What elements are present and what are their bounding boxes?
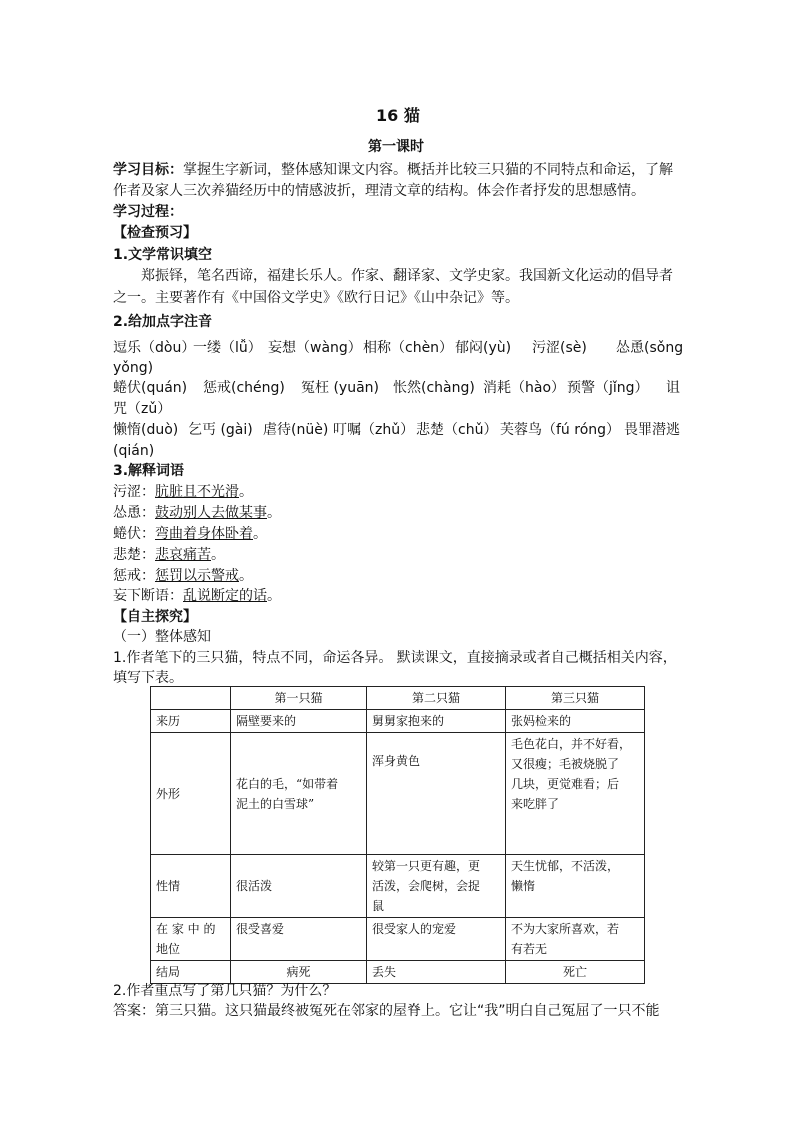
learning-goals-line1: 学习目标：掌握生字新词，整体感知课文内容。概括并比较三只猫的不同特点和命运，了解 — [113, 162, 673, 178]
table-cell: 舅舅家抱来的 — [367, 710, 506, 733]
task1-line1: 1.作者笔下的三只猫，特点不同，命运各异。 默读课文，直接摘录或者自己概括相关内容， — [113, 650, 677, 666]
table-row — [151, 710, 645, 733]
q1-text-line1: 郑振铎，笔名西谛，福建长乐人。作家、翻译家、文学史家。我国新文化运动的倡导者 — [141, 268, 673, 284]
pinyin-item: 郁闷(yù) — [455, 340, 512, 356]
definition-item: 蜷伏：弯曲着身体卧着。 — [113, 526, 267, 542]
pinyin-item: 诅 — [666, 380, 680, 396]
task2-question: 2.作者重点写了第几只猫？为什么？ — [113, 983, 337, 999]
pinyin-item: 懒惰(duò) — [113, 422, 179, 438]
learning-goals-label: 学习目标： — [113, 162, 183, 178]
pinyin-item: 冤枉 (yuān) — [301, 380, 379, 396]
table-header-cell: 第一只猫 — [231, 687, 367, 710]
pinyin-item: 虐待(nüè) — [263, 422, 329, 438]
pinyin-item: 一缕（lǚ） — [193, 340, 262, 356]
pinyin-continuation: (qián) — [113, 443, 155, 459]
pinyin-item: 污涩(sè) — [532, 340, 587, 356]
table-cell: 死亡 — [506, 961, 645, 984]
pinyin-item: 悲楚（chǔ） — [416, 422, 498, 438]
lesson-subtitle: 第一课时 — [368, 139, 424, 155]
table-cell: 丢失 — [367, 961, 506, 984]
pinyin-item: 蜷伏(quán) — [113, 380, 188, 396]
row-label: 来历 — [151, 710, 231, 733]
pinyin-item: 预警（jǐng） — [567, 380, 649, 396]
row-label: 外形 — [151, 733, 231, 855]
section-check-preview: 【检查预习】 — [113, 225, 197, 241]
pinyin-item: 怅然(chàng) — [393, 380, 475, 396]
table-cell: 浑身黄色 — [367, 733, 506, 855]
table-cell: 很活泼 — [231, 855, 367, 918]
definition-item: 惩戒：惩罚以示警戒。 — [113, 568, 253, 584]
table-cell: 张妈检来的 — [506, 710, 645, 733]
table-cell: 花白的毛，“如带着 泥土的白雪球” — [231, 733, 367, 855]
row-label: 结局 — [151, 961, 231, 984]
row-label: 在 家 中 的 地位 — [151, 918, 231, 961]
section-self-explore: 【自主探究】 — [113, 609, 197, 625]
table-cell: 隔壁要来的 — [231, 710, 367, 733]
table-header-cell: 第二只猫 — [367, 687, 506, 710]
learning-goals-line2: 作者及家人三次养猫经历中的情感波折，理清文章的结构。体会作者抒发的思想感情。 — [113, 183, 645, 199]
pinyin-continuation: 咒（zǔ） — [113, 401, 172, 417]
q3-heading: 3.解释词语 — [113, 463, 185, 479]
table-cell: 不为大家所喜欢，若 有若无 — [506, 918, 645, 961]
pinyin-item: 芙蓉鸟（fú róng） — [500, 422, 621, 438]
row-label: 性情 — [151, 855, 231, 918]
pinyin-item: 相称（chèn） — [363, 340, 454, 356]
pinyin-item: 消耗（hào） — [483, 380, 566, 396]
table-cell: 很受喜爱 — [231, 918, 367, 961]
task2-answer: 答案：第三只猫。这只猫最终被冤死在邻家的屋脊上。它让“我”明白自己冤屈了一只不能 — [113, 1003, 660, 1019]
table-cell: 毛色花白，并不好看， 又很瘦；毛被烧脱了 几块，更觉难看；后 来吃胖了 — [506, 733, 645, 855]
q1-text-line2: 之一。主要著作有《中国俗文学史》《欧行日记》《山中杂记》等。 — [113, 290, 519, 306]
table-cell: 较第一只更有趣，更 活泼，会爬树，会捉 鼠 — [367, 855, 506, 918]
lesson-title: 16 猫 — [376, 106, 420, 125]
table-row — [151, 918, 645, 961]
part1-heading: （一）整体感知 — [113, 629, 211, 645]
pinyin-item: 叮嘱（zhǔ） — [333, 422, 415, 438]
definition-item: 妄下断语：乱说断定的话。 — [113, 588, 281, 604]
pinyin-continuation: yǒng) — [113, 360, 154, 376]
table-header-cell — [151, 687, 231, 710]
definition-item: 污涩：肮脏且不光滑。 — [113, 484, 253, 500]
table-cell: 天生忧郁，不活泼， 懒惰 — [506, 855, 645, 918]
cats-comparison-table — [150, 686, 645, 984]
definition-item: 悲楚：悲哀痛苦。 — [113, 547, 225, 563]
table-header-cell: 第三只猫 — [506, 687, 645, 710]
pinyin-item: 惩戒(chéng) — [203, 380, 285, 396]
q2-heading: 2.给加点字注音 — [113, 314, 213, 330]
definition-item: 怂恿：鼓动别人去做某事。 — [113, 505, 281, 521]
pinyin-item: 怂恿(sǒng — [616, 340, 684, 356]
pinyin-item: 逗乐（dòu） — [113, 340, 196, 356]
pinyin-item: 妄想（wàng） — [268, 340, 362, 356]
table-row — [151, 733, 645, 855]
table-cell: 很受家人的宠爱 — [367, 918, 506, 961]
pinyin-item: 乞丐 (gài) — [188, 422, 253, 438]
pinyin-item: 畏罪潜逃 — [624, 422, 680, 438]
table-header-row — [151, 687, 645, 710]
learning-process-label: 学习过程： — [113, 204, 183, 220]
q1-heading: 1.文学常识填空 — [113, 247, 213, 263]
table-cell: 病死 — [231, 961, 367, 984]
table-row — [151, 855, 645, 918]
task1-line2: 填写下表。 — [113, 670, 183, 686]
